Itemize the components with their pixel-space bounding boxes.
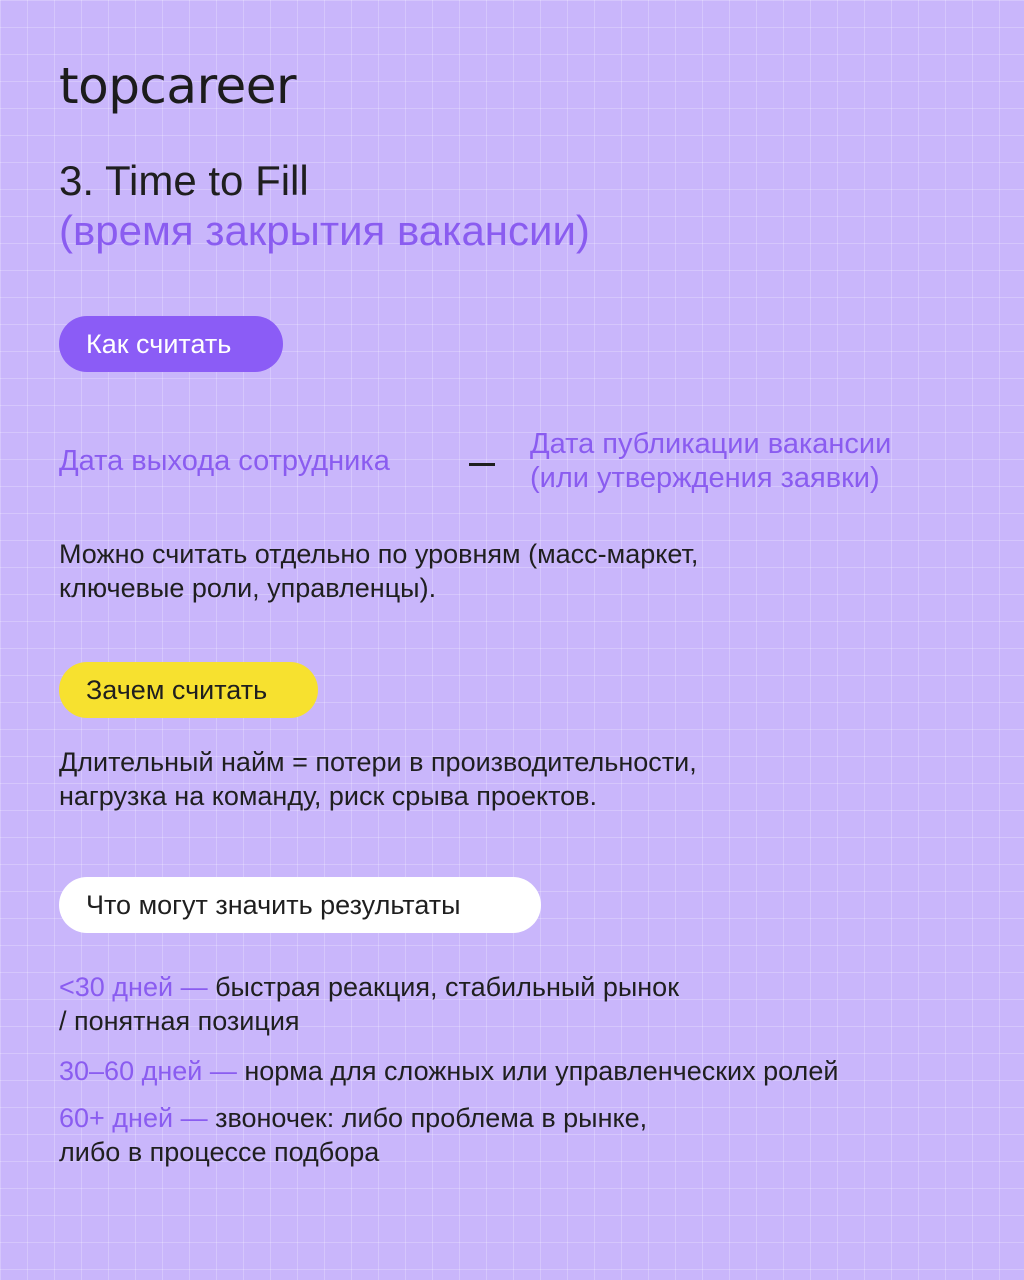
result-text: норма для сложных или управленческих ролей — [236, 1056, 839, 1086]
result-item — [59, 1101, 979, 1169]
why-calculate-line2: нагрузка на команду, риск срыва проектов. — [59, 781, 597, 811]
result-item — [59, 970, 979, 1038]
how-to-calculate-label: Как считать — [86, 328, 232, 359]
formula-subtrahend-line1: Дата публикации вакансии — [530, 428, 892, 460]
formula-subtrahend-line2: (или утверждения заявки) — [530, 462, 880, 494]
results-pill — [59, 877, 541, 933]
formula-subtrahend — [530, 427, 990, 495]
result-text-continued: либо в процессе подбора — [59, 1137, 380, 1167]
why-calculate-line1: Длительный найм = потери в производительности, — [59, 747, 697, 777]
result-text: звоночек: либо проблема в рынке, — [207, 1103, 648, 1133]
result-item — [59, 1054, 979, 1088]
page-title: 3. Time to Fill — [59, 157, 309, 204]
calculation-note-line2: ключевые роли, управленцы). — [59, 573, 437, 603]
result-range: <30 дней — — [59, 972, 208, 1002]
result-text: быстрая реакция, стабильный рынок — [207, 972, 680, 1002]
brand-logo: topcareer — [59, 57, 297, 115]
page-subtitle: (время закрытия вакансии) — [59, 207, 590, 254]
calculation-note — [59, 537, 959, 605]
results-label: Что могут значить результаты — [86, 889, 461, 920]
result-range: 60+ дней — — [59, 1103, 208, 1133]
why-calculate-label: Зачем считать — [86, 674, 268, 705]
minus-sign — [469, 463, 495, 466]
formula-minuend: Дата выхода сотрудника — [59, 445, 390, 477]
why-calculate-pill — [59, 662, 318, 718]
how-to-calculate-pill — [59, 316, 283, 372]
result-range: 30–60 дней — — [59, 1056, 237, 1086]
result-text-continued: / понятная позиция — [59, 1006, 300, 1036]
why-calculate-text — [59, 745, 959, 813]
calculation-note-line1: Можно считать отдельно по уровням (масс-маркет, — [59, 539, 699, 569]
